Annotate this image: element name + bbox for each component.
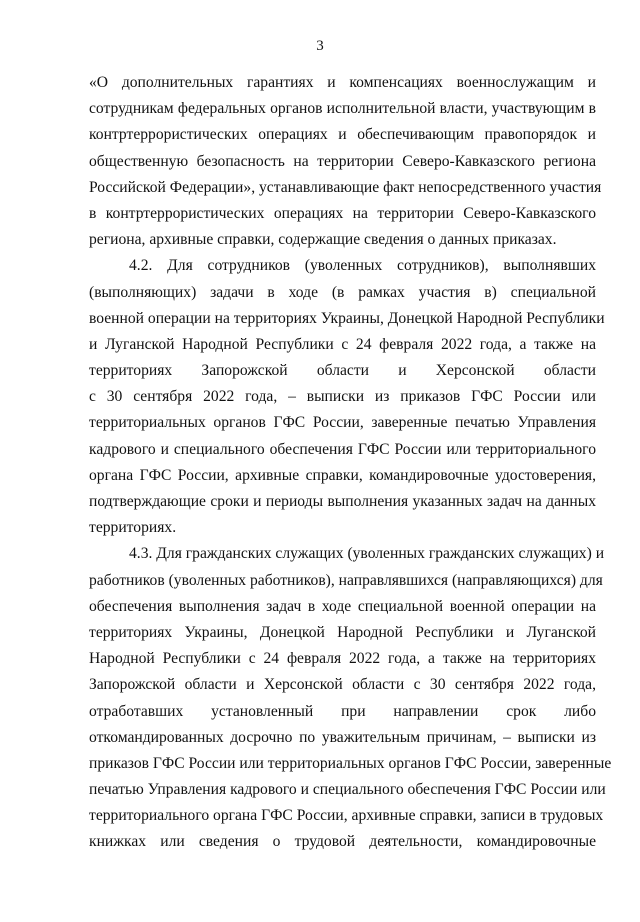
- text-line: 4.2. Для сотрудников (уволенных сотрудников), выполнявших: [129, 257, 596, 275]
- paragraph-4-2: [89, 253, 605, 541]
- text-line: контртеррористических операциях и обеспечивающим правопорядок и: [89, 126, 596, 144]
- text-line: обеспечения выполнения задач в ходе специальной военной операции на: [89, 597, 596, 615]
- text-line: приказов ГФС России или территориальных органов ГФС России, заверенные: [89, 754, 612, 772]
- text-line: в контртеррористических операциях на территории Северо-Кавказского: [89, 204, 596, 222]
- text-line: 4.3. Для гражданских служащих (уволенных гражданских служащих) и: [129, 545, 605, 563]
- text-line: органа ГФС России, архивные справки, командировочные удостоверения,: [89, 466, 596, 484]
- text-line: «О дополнительных гарантиях и компенсациях военнослужащим и: [89, 74, 596, 91]
- text-line: региона, архивные справки, содержащие сведения о данных приказах.: [89, 231, 557, 249]
- document-body: [89, 70, 612, 856]
- text-line: Народной Республики с 24 февраля 2022 года, а также на территориях: [89, 650, 596, 668]
- text-line: откомандированных досрочно по уважительным причинам, – выписки из: [89, 728, 596, 746]
- text-line: Запорожской области и Херсонской области с 30 сентября 2022 года,: [89, 676, 596, 694]
- page-number: 3: [316, 38, 324, 54]
- text-line: (выполняющих) задачи в ходе (в рамках участия в) специальной: [89, 283, 596, 301]
- text-line: с 30 сентября 2022 года, – выписки из приказов ГФС России или: [89, 388, 596, 406]
- text-line: подтверждающие сроки и периоды выполнения указанных задач на данных: [89, 493, 596, 510]
- text-line: территориальных органов ГФС России, заверенные печатью Управления: [89, 414, 596, 432]
- text-line: территориях.: [89, 519, 177, 537]
- text-line: кадрового и специального обеспечения ГФС России или территориального: [89, 440, 596, 458]
- text-line: Российской Федерации», устанавливающие факт непосредственного участия: [89, 178, 602, 196]
- text-line: территориального органа ГФС России, архивные справки, записи в трудовых: [89, 807, 604, 825]
- paragraph-continuation: [89, 70, 602, 253]
- text-line: и Луганской Народной Республики с 24 февраля 2022 года, а также на: [89, 335, 596, 353]
- text-line: работников (уволенных работников), направлявшихся (направляющихся) для: [89, 571, 603, 589]
- text-line: отработавших установленный при направлении срок либо: [89, 702, 596, 720]
- text-line: сотрудникам федеральных органов исполнительной власти, участвующим в: [89, 100, 596, 118]
- paragraph-4-3: [89, 541, 612, 855]
- text-line: печатью Управления кадрового и специального обеспечения ГФС России или: [89, 781, 606, 799]
- text-line: книжках или сведения о трудовой деятельности, командировочные: [89, 833, 596, 851]
- text-line: территориях Украины, Донецкой Народной Республики и Луганской: [89, 623, 596, 641]
- text-line: территориях Запорожской области и Херсонской области: [89, 362, 596, 380]
- text-line: общественную безопасность на территории Северо-Кавказского региона: [89, 152, 596, 170]
- text-line: военной операции на территориях Украины, Донецкой Народной Республики: [89, 309, 605, 327]
